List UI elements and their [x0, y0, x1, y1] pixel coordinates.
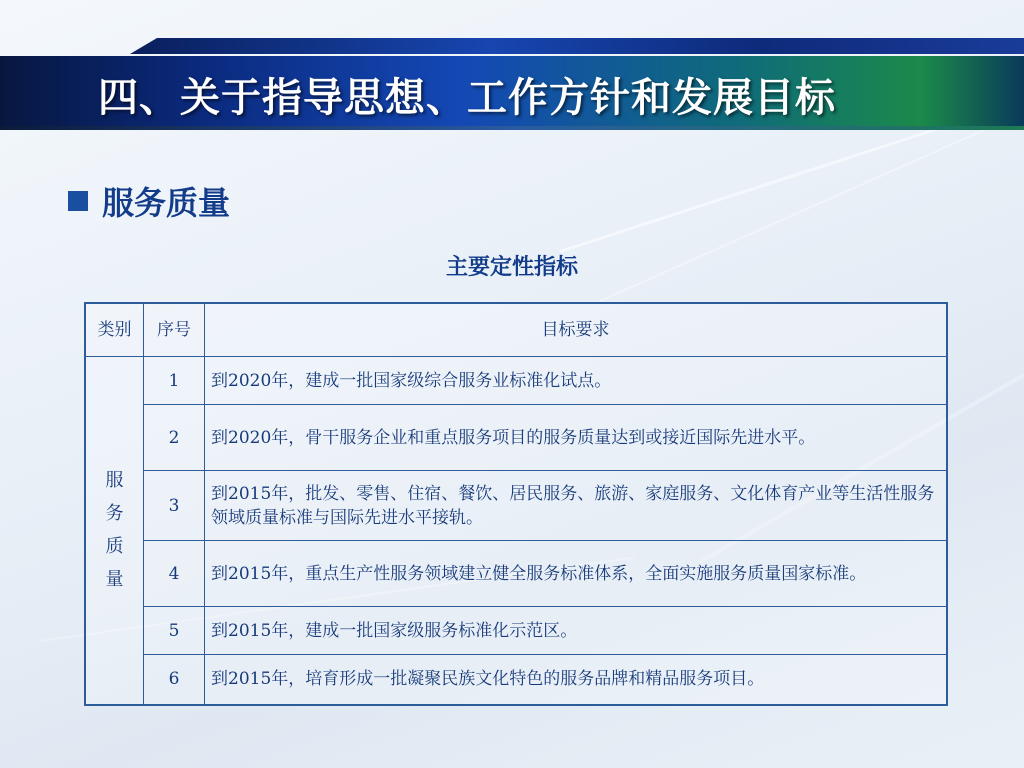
row-seq: 1 [144, 357, 205, 405]
row-seq: 2 [144, 405, 205, 471]
table-title: 主要定性指标 [445, 255, 578, 280]
section-title: 服务质量 [102, 184, 231, 222]
table-row [85, 405, 947, 471]
header-band-edge [0, 126, 1024, 130]
row-seq: 6 [144, 655, 205, 705]
row-requirement: 到2015年，批发、零售、住宿、餐饮、居民服务、旅游、家庭服务、文化体育产业等生活性服务领域质量标准与国际先进水平接轨。 [205, 471, 948, 541]
header-banner [0, 0, 1024, 135]
category-cell [85, 357, 144, 705]
table-row [85, 471, 947, 541]
row-seq: 5 [144, 607, 205, 655]
column-header-requirement: 目标要求 [205, 303, 948, 357]
indicator-table [84, 302, 948, 706]
category-char: 务 [105, 503, 124, 525]
row-requirement: 到2020年，骨干服务企业和重点服务项目的服务质量达到或接近国际先进水平。 [205, 405, 948, 471]
row-requirement: 到2015年，培育形成一批凝聚民族文化特色的服务品牌和精品服务项目。 [205, 655, 948, 705]
square-bullet-icon [68, 191, 88, 211]
column-header-category: 类别 [85, 303, 144, 357]
section-heading [68, 178, 230, 224]
category-char: 服 [105, 470, 124, 492]
table-row [85, 607, 947, 655]
row-requirement: 到2020年，建成一批国家级综合服务业标准化试点。 [205, 357, 948, 405]
table-header-row [85, 303, 947, 357]
category-char: 质 [105, 536, 124, 558]
slide-title: 四、关于指导思想、工作方针和发展目标 [98, 75, 836, 121]
row-requirement: 到2015年，重点生产性服务领域建立健全服务标准体系，全面实施服务质量国家标准。 [205, 541, 948, 607]
row-requirement: 到2015年，建成一批国家级服务标准化示范区。 [205, 607, 948, 655]
category-char: 量 [105, 569, 124, 591]
table-row [85, 655, 947, 705]
column-header-seq: 序号 [144, 303, 205, 357]
table-row [85, 541, 947, 607]
row-seq: 4 [144, 541, 205, 607]
table-row [85, 357, 947, 405]
header-band-top [130, 38, 1024, 54]
row-seq: 3 [144, 471, 205, 541]
